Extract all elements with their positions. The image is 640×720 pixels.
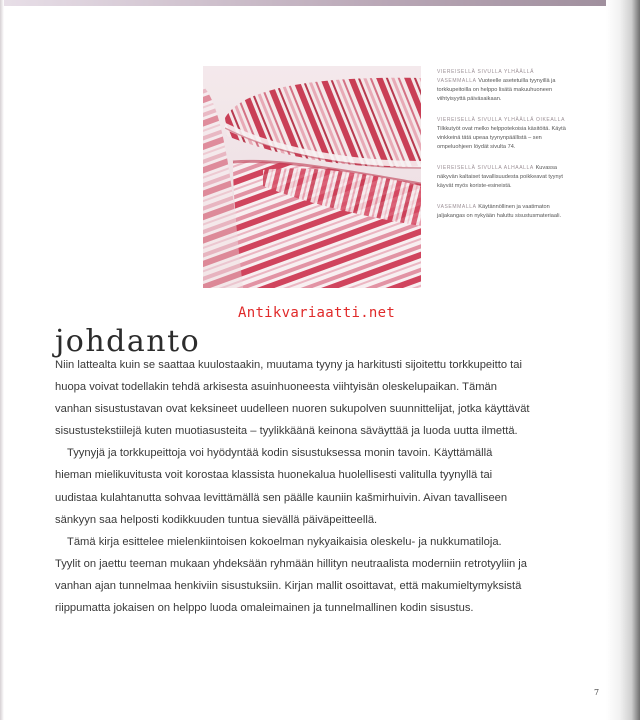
- page-edge-left: [0, 0, 4, 720]
- watermark-text: Antikvariaatti.net: [238, 305, 396, 321]
- page-edge-top: [0, 0, 640, 6]
- caption: [437, 203, 571, 221]
- caption-text: Kuvassa näkyvän kaltaiset tavallisuudesta poikkeavat tyynyt käyvät myös koriste-esineistä.: [437, 165, 563, 189]
- paragraph: Tämä kirja esittelee mielenkiintoisen kokoelman nykyaikaisia oleskelu- ja nukkumatiloja. Tyylit on jaettu teeman mukaan yhdeksään ryhmään hillityn neutraalista moderniin retrotyyliin ja vanhan ajan tunnelmaa henkiviin sisustuksiin. Kirjan mallit osoittavat, että makumieltymyksistä riippumatta jokaisen on helppo luoda omaleimainen ja tunnelmallinen kodin sisustus.: [55, 535, 527, 615]
- page-number: 7: [594, 688, 600, 697]
- caption: [437, 116, 571, 152]
- caption: [437, 68, 571, 104]
- caption-heading: VASEMMALLA: [437, 204, 479, 210]
- body-text: [55, 354, 530, 619]
- paragraph: Niin lattealta kuin se saattaa kuulostaakin, muutama tyyny ja harkitusti sijoitettu torkkupeitto tai huopa voivat todellakin tehdä arkisesta asuinhuoneesta viihtyisän oleskelupaikan. Tämän vanhan sisustustavan ovat keksineet uudelleen nuoren sukupolven suunnittelijat, jotka käyttävät sisustustekstiilejä kuten muotiasusteita – tyylikkäänä keinona säväyttää ja luoda uutta ilmettä.: [55, 359, 530, 438]
- caption-heading: VIEREISELLÄ SIVULLA YLHÄÄLLÄ VASEMMALLA: [437, 69, 535, 84]
- page-edge-right: [606, 0, 640, 720]
- caption-text: Tilkkutyöt ovat melko helppotekoisia käsitöitä. Käytä vinkkeinä tätä upeaa tyynynpäällistä – sen ompeluohjeen löydät sivulta 74.: [437, 126, 566, 150]
- photo-captions: [437, 68, 571, 233]
- caption: [437, 164, 571, 191]
- caption-text: Käytännöllinen ja vaatimaton jaljakangas on nykyään haluttu sisustusmateriaali.: [437, 204, 562, 219]
- caption-heading: VIEREISELLÄ SIVULLA ALHAALLA: [437, 165, 536, 171]
- caption-heading: VIEREISELLÄ SIVULLA YLHÄÄLLÄ OIKEALLA: [437, 117, 565, 123]
- caption-text: Vuoteelle asetetuilla tyynyillä ja torkkupeitoilla on helppo lisätä makuuhuoneen viihtyisyyttä päiväsaikaan.: [437, 78, 556, 102]
- cushions-illustration: [203, 66, 421, 288]
- page-title: johdanto: [55, 324, 201, 360]
- paragraph: Tyynyjä ja torkkupeittoja voi hyödyntää kodin sisustuksessa monin tavoin. Käyttämällä hieman mielikuvitusta voit korostaa klassista huonekalua huolellisesti valitulla tyynyllä tai uudistaa kulahtanutta sohvaa levittämällä sen päälle kauniin kašmirhuivin. Aivan tavalliseen sänkyyn saa helposti kodikkuuden tuntua sievällä päiväpeitteellä.: [55, 447, 508, 526]
- striped-cushions-photo: [203, 66, 421, 288]
